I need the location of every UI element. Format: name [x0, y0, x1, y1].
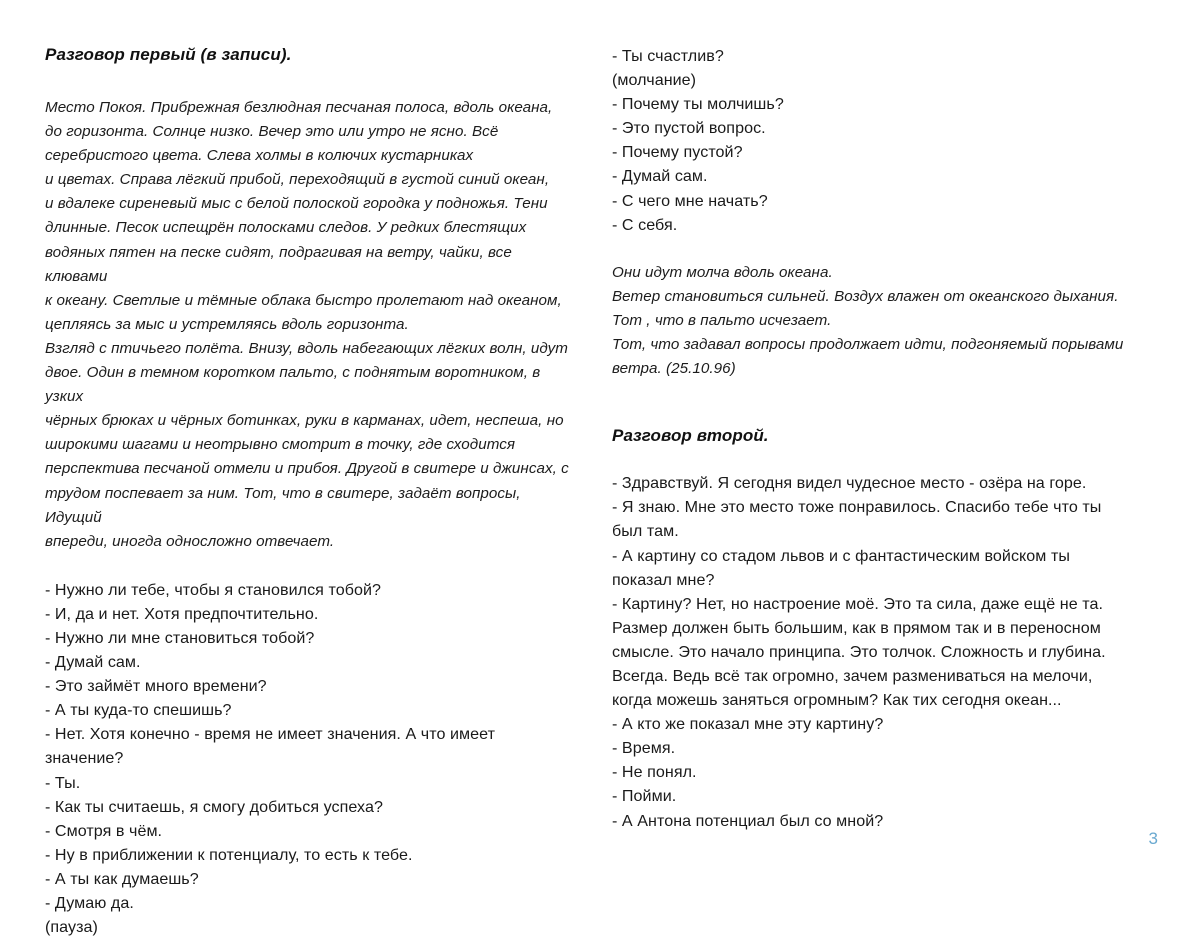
dialogue-line: когда можешь заняться огромным? Как тих сегодня океан...: [612, 691, 1062, 710]
right-narration-block: [612, 261, 1155, 381]
dialogue-line: - Думай сам.: [45, 653, 141, 672]
spacer-after-heading-left: [45, 66, 570, 96]
conversation-two-heading: Разговор второй.: [612, 426, 769, 446]
dialogue-line: - Картину? Нет, но настроение моё. Это та сила, даже ещё не та.: [612, 594, 1103, 613]
dialogue-line: - А картину со стадом львов и с фантастическим войском ты: [612, 546, 1070, 565]
dialogue-line: - Думай сам.: [612, 167, 708, 186]
dialogue-line: Всегда. Ведь всё так огромно, зачем размениваться на мелочи,: [612, 666, 1093, 685]
spacer-after-heading-right: [612, 447, 1155, 471]
dialogue-line: - А кто же показал мне эту картину?: [612, 715, 884, 734]
dialogue-line: - Ты.: [45, 773, 81, 792]
dialogue-line: - И, да и нет. Хотя предпочтительно.: [45, 604, 319, 623]
narration-line: трудом поспевает за ним. Тот, что в свитере, задаёт вопросы, Идущий: [45, 484, 521, 526]
dialogue-line: показал мне?: [612, 570, 715, 589]
dialogue-line: - Не понял.: [612, 763, 697, 782]
spacer-before-heading-right: [612, 381, 1155, 425]
dialogue-line: - Ну в приближении к потенциалу, то есть к тебе.: [45, 845, 413, 864]
dialogue-line: значение?: [45, 749, 124, 768]
dialogue-line: - Пойми.: [612, 787, 677, 806]
dialogue-line: - С чего мне начать?: [612, 191, 768, 210]
narration-line: водяных пятен на песке сидят, подрагивая на ветру, чайки, все клювами: [45, 243, 512, 285]
dialogue-line: (пауза): [45, 918, 98, 937]
dialogue-line: - Я знаю. Мне это место тоже понравилось. Спасибо тебе что ты: [612, 498, 1102, 517]
narration-line: Ветер становиться сильней. Воздух влажен от океанского дыхания.: [612, 287, 1119, 305]
narration-line: Тот , что в пальто исчезает.: [612, 311, 832, 329]
narration-line: Место Покоя. Прибрежная безлюдная песчаная полоса, вдоль океана,: [45, 99, 553, 116]
dialogue-line: - Это займёт много времени?: [45, 677, 267, 696]
right-dialogue-block-top: [612, 44, 1155, 237]
dialogue-line: - А Антона потенциал был со мной?: [612, 811, 884, 830]
dialogue-line: - Почему ты молчишь?: [612, 95, 784, 114]
dialogue-line: - А ты куда-то спешишь?: [45, 701, 232, 720]
narration-line: и вдалеке сиреневый мыс с белой полоской городка у подножья. Тени: [45, 195, 548, 213]
dialogue-line: (молчание): [612, 71, 697, 90]
narration-line: к океану. Светлые и тёмные облака быстро пролетают над океаном,: [45, 291, 562, 309]
narration-line: чёрных брюках и чёрных ботинках, руки в карманах, идет, неспеша, но: [45, 412, 564, 430]
spacer-before-dialogue-left: [45, 554, 570, 578]
dialogue-line: - Почему пустой?: [612, 143, 743, 162]
conversation-one-heading: Разговор первый (в записи).: [45, 45, 292, 64]
narration-line: ветра. (25.10.96): [612, 360, 736, 378]
right-column: [600, 0, 1200, 833]
dialogue-line: был там.: [612, 522, 679, 541]
left-dialogue-block: [45, 578, 570, 939]
dialogue-line: - Нужно ли тебе, чтобы я становился тобой?: [45, 580, 382, 599]
narration-line: Взгляд с птичьего полёта. Внизу, вдоль набегающих лёгких волн, идут: [45, 339, 569, 357]
dialogue-line: - Время.: [612, 739, 676, 758]
dialogue-line: - Нет. Хотя конечно - время не имеет значения. А что имеет: [45, 725, 496, 744]
dialogue-line: - Это пустой вопрос.: [612, 119, 766, 138]
dialogue-line: - Нужно ли мне становиться тобой?: [45, 628, 315, 647]
narration-line: Тот, что задавал вопросы продолжает идти, подгоняемый порывами: [612, 336, 1124, 354]
dialogue-line: - Думаю да.: [45, 894, 134, 912]
narration-line: Они идут молча вдоль океана.: [612, 263, 833, 281]
page-number: 3: [1148, 829, 1158, 848]
dialogue-line: - Смотря в чём.: [45, 821, 163, 840]
narration-line: перспектива песчаной отмели и прибоя. Другой в свитере и джинсах, с: [45, 460, 569, 478]
narration-line: длинные. Песок испещрён полосками следов. У редких блестящих: [45, 219, 527, 237]
narration-line: цепляясь за мыс и устремляясь вдоль горизонта.: [45, 315, 409, 333]
spacer-before-narration-right: [612, 237, 1155, 261]
left-narration-block: [45, 96, 570, 554]
narration-line: до горизонта. Солнце низко. Вечер это или утро не ясно. Всё: [45, 123, 499, 141]
dialogue-line: - С себя.: [612, 215, 678, 234]
dialogue-line: - Как ты считаешь, я смогу добиться успеха?: [45, 797, 383, 816]
dialogue-line: - Ты счастлив?: [612, 47, 724, 65]
narration-line: широкими шагами и неотрывно смотрит в точку, где сходится: [45, 436, 516, 454]
dialogue-line: - Здравствуй. Я сегодня видел чудесное место - озёра на горе.: [612, 474, 1087, 493]
narration-line: серебристого цвета. Слева холмы в колючих кустарниках: [45, 147, 474, 165]
narration-line: впереди, иногда односложно отвечает.: [45, 532, 335, 550]
narration-line: и цветах. Справа лёгкий прибой, переходящий в густой синий океан,: [45, 171, 550, 189]
dialogue-line: - А ты как думаешь?: [45, 869, 199, 888]
right-dialogue-block-bottom: [612, 471, 1155, 832]
dialogue-line: смысле. Это начало принципа. Это толчок. Сложность и глубина.: [612, 642, 1106, 661]
dialogue-line: Размер должен быть большим, как в прямом так и в переносном: [612, 618, 1101, 637]
narration-line: двое. Один в темном коротком пальто, с поднятым воротником, в узких: [45, 364, 541, 406]
